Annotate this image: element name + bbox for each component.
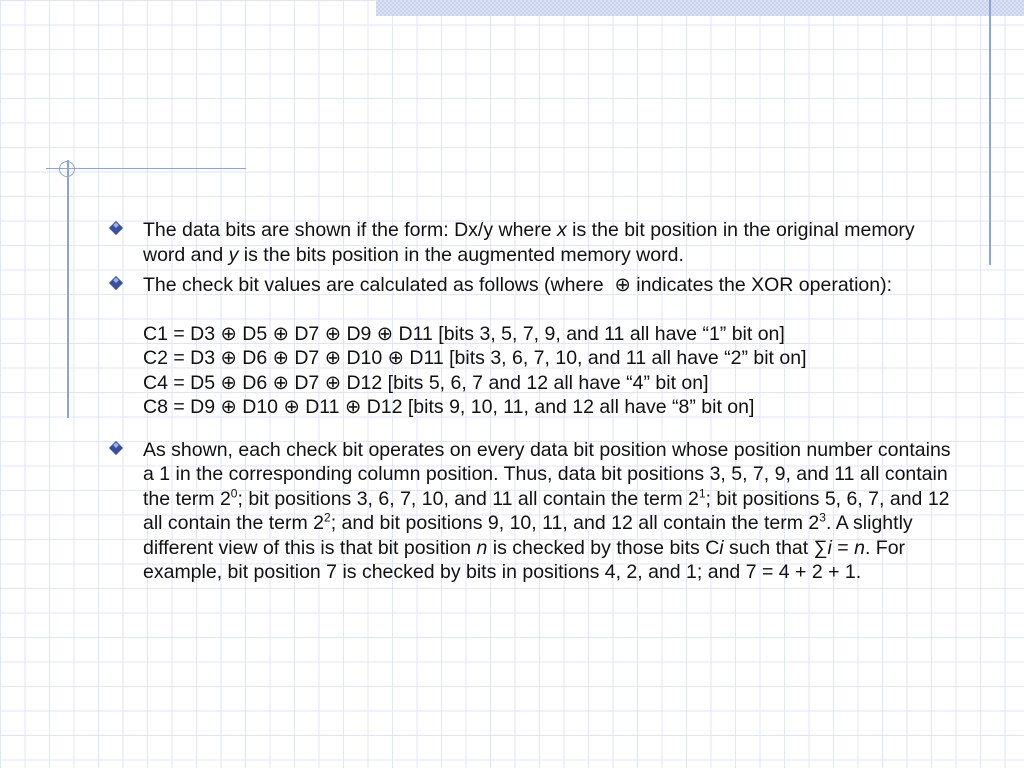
exponent: 3 — [819, 510, 826, 525]
bullet-check-bits — [108, 273, 958, 420]
bullet-text: The data bits are shown if the form: Dx/y where — [143, 219, 558, 241]
variable-y: y — [228, 243, 239, 266]
variable-n: n — [854, 536, 865, 559]
bullet-explanation — [108, 438, 958, 585]
bullet-text: is the bits position in the augmented memory word. — [238, 243, 684, 266]
left-decorative-line — [67, 160, 69, 418]
equation-c8: C8 = D9 ⊕ D10 ⊕ D11 ⊕ D12 [bits 9, 10, 11, and 12 all have “8” bit on] — [143, 396, 755, 418]
equation-c2: C2 = D3 ⊕ D6 ⊕ D7 ⊕ D10 ⊕ D11 [bits 3, 6, 7, 10, and 11 all have “2” bit on] — [143, 347, 807, 369]
equation-c1: C1 = D3 ⊕ D5 ⊕ D7 ⊕ D9 ⊕ D11 [bits 3, 5, 7, 9, and 11 all have “1” bit on] — [143, 322, 785, 345]
equation-list — [143, 322, 958, 420]
bullet-text: . A slightly different view of this is that bit position — [143, 512, 913, 559]
exponent: 0 — [230, 486, 238, 500]
slide-content — [108, 218, 958, 585]
horizontal-decorative-line — [46, 168, 246, 169]
variable-x: x — [557, 219, 567, 241]
right-decorative-line — [989, 0, 991, 265]
bullet-text: . For example, bit position 7 is checked by bits in positions 4, 2, and 1; and 7 = 4 + 2 + 1. — [143, 536, 906, 583]
bullet-text: The check bit values are calculated as follows (where ⊕ indicates the XOR operation): — [143, 274, 893, 296]
top-decorative-band — [376, 0, 1024, 16]
bullet-text: = — [831, 536, 855, 559]
bullet-text: is checked by those bits C — [487, 536, 720, 559]
diamond-bullet-icon — [109, 276, 123, 290]
bullet-text: ; bit positions 5, 6, 7, and 12 all contain the term 2 — [143, 487, 950, 534]
exponent: 2 — [324, 510, 331, 525]
diamond-bullet-icon — [109, 440, 123, 454]
bullet-text: ; and bit positions 9, 10, 11, and 12 all contain the term 2 — [330, 512, 820, 534]
variable-n: n — [476, 536, 488, 559]
bullet-text: is the bit position in the original memory word and — [143, 219, 915, 266]
equation-c4: C4 = D5 ⊕ D6 ⊕ D7 ⊕ D12 [bits 5, 6, 7 and 12 all have “4” bit on] — [143, 371, 709, 394]
bullet-text: As shown, each check bit operates on every data bit position whose position number contains a 1 in the corresponding column position. Thus, data bit positions 3, 5, 7, 9, and 11 all contain the term 2 — [143, 438, 951, 510]
variable-i: i — [827, 536, 832, 559]
bullet-text: ; bit positions 3, 6, 7, 10, and 11 all contain the term 2 — [237, 487, 699, 510]
variable-i: i — [719, 536, 724, 559]
diamond-bullet-icon — [109, 221, 123, 235]
bullet-data-bits — [108, 218, 958, 267]
exponent: 1 — [698, 486, 706, 500]
decorative-circle-icon — [59, 161, 75, 177]
bullet-text: such that ∑ — [723, 536, 828, 559]
